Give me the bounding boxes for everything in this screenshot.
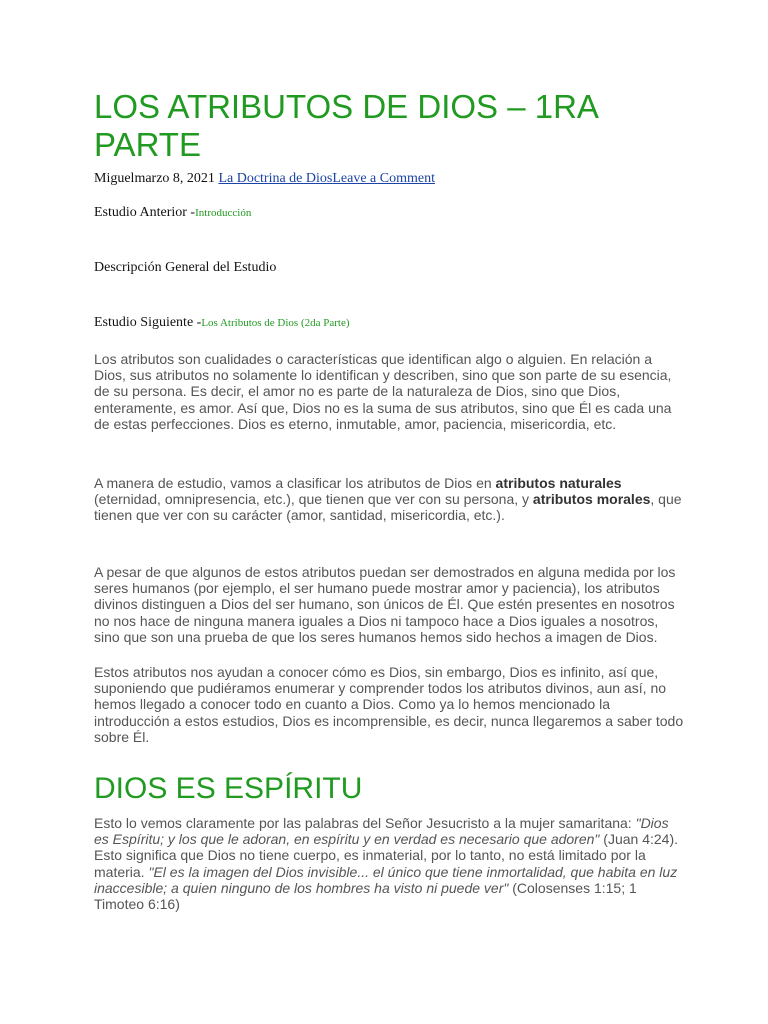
paragraph-incomprehensible: Estos atributos nos ayudan a conocer cómo es Dios, sin embargo, Dios es infinito, así que, suponiendo que pudiéramos enumerar y comprender todos los atributos divinos, aun así, no hemos llegado a conocer todo en cuanto a Dios. Como ya lo hemos mencionado la introducción a estos estudios, Dios es incomprensible, es decir, nunca llegaremos a saber todo sobre Él.: [94, 664, 684, 745]
post-meta: [94, 171, 435, 187]
paragraph-text: Esto lo vemos claramente por las palabras del Señor Jesucristo a la mujer samaritana:: [94, 815, 636, 831]
term-moral-attributes: atributos morales: [532, 491, 651, 508]
quote-john: "Dios es Espíritu; y los que le adoran, en espíritu y en verdad es necesario que adoren": [94, 815, 669, 848]
post-date[interactable]: marzo 8, 2021: [134, 171, 215, 186]
previous-study-link[interactable]: Introducción: [195, 207, 252, 219]
previous-study-label: Estudio Anterior -: [94, 205, 196, 220]
section-heading: DIOS ES ESPÍRITU: [94, 772, 363, 805]
paragraph-text: (Juan 4:24). Esto significa que Dios no tiene cuerpo, es inmaterial, por lo tanto, no está limitado por la materia.: [94, 831, 678, 880]
comment-link[interactable]: Leave a Comment: [332, 171, 435, 186]
paragraph-text: (eternidad, omnipresencia, etc.), que tienen que ver con su persona, y: [94, 491, 533, 508]
previous-study: [94, 205, 251, 221]
quote-colossians: "El es la imagen del Dios invisible... el único que tiene inmortalidad, que habita en luz inaccesible; a quien ninguno de los hombres ha visto ni puede ver": [94, 863, 678, 896]
paragraph-text: (Colosenses 1:15; 1 Timoteo 6:16): [94, 879, 637, 913]
paragraph-definition: Los atributos son cualidades o características que identifican algo o alguien. En relación a Dios, sus atributos no solamente lo identifican y describen, sino que son parte de su esencia, de su persona. Es decir, el amor no es parte de la naturaleza de Dios, sino que Dios, enteramente, es amor. Así que, Dios no es la suma de sus atributos, sino que Él es cada una de estas perfecciones. Dios es eterno, inmutable, amor, paciencia, misericordia, etc.: [94, 351, 672, 432]
paragraph-distinction: A pesar de que algunos de estos atributos puedan ser demostrados en alguna medida por los seres humanos (por ejemplo, el ser humano puede mostrar amor y paciencia), los atributos divinos distinguen a Dios del ser humano, son únicos de Él. Que estén presentes en nosotros no nos hace de ninguna manera iguales a Dios ni tampoco hace a Dios iguales a nosotros, sino que son una prueba de que los seres humanos hemos sido hechos a imagen de Dios.: [94, 564, 676, 645]
study-overview-link[interactable]: Descripción General del Estudio: [94, 260, 277, 275]
next-study-link[interactable]: Los Atributos de Dios (2da Parte): [201, 317, 350, 329]
post-author[interactable]: Miguel: [94, 171, 135, 186]
paragraph-spirit: [94, 815, 684, 912]
paragraph-classification: [94, 475, 684, 524]
term-natural-attributes: atributos naturales: [495, 475, 622, 491]
post-title: LOS ATRIBUTOS DE DIOS – 1RA PARTE: [94, 88, 598, 163]
category-link[interactable]: La Doctrina de Dios: [218, 171, 333, 186]
next-study: [94, 315, 350, 331]
next-study-label: Estudio Siguiente -: [94, 315, 202, 330]
paragraph-text: A manera de estudio, vamos a clasificar los atributos de Dios en: [94, 475, 496, 491]
paragraph-text: , que tienen que ver con su carácter (amor, santidad, misericordia, etc.).: [94, 491, 682, 524]
